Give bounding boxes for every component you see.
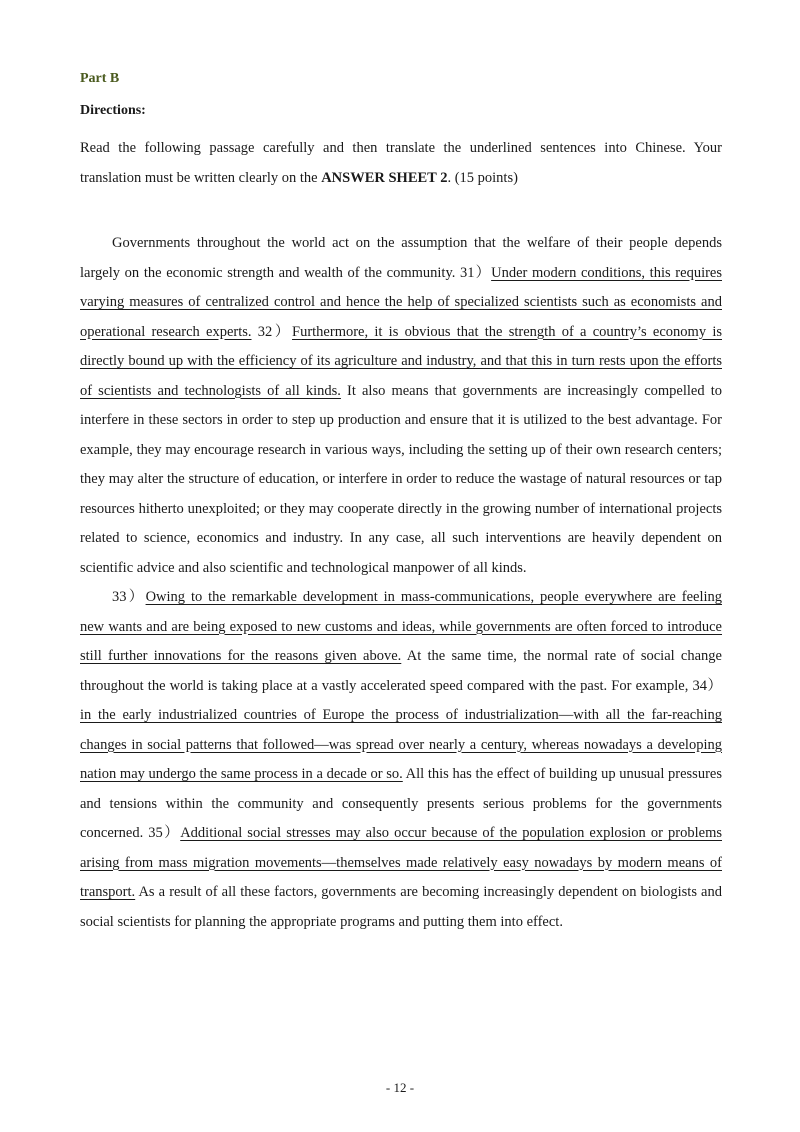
exam-page: [80, 66, 722, 937]
directions-text-after: . (15 points): [447, 169, 518, 186]
q34-label: 34）: [692, 677, 723, 694]
passage-paragraph-2: [80, 583, 722, 937]
paragraph1-intro: Governments throughout the world act on the assumption that the welfare of their people depends largely on the economic strength and wealth of the community.: [80, 235, 722, 281]
q33-underlined-sentence: Owing to the remarkable development in mass-communications, people everywhere are feeling new wants and are being exposed to new customs and ideas, while governments are often forced to introduce still further innovations for the reasons given above.: [80, 589, 722, 664]
q31-label: 31）: [460, 264, 492, 281]
q35-label: 35）: [148, 825, 181, 841]
q34-underlined-sentence: in the early industrialized countries of Europe the process of industrialization—with all the far-reaching changes in social patterns that followed—was spread over nearly a century, whereas nowadays a developing nation may undergo the same process in a decade or so.: [80, 707, 722, 782]
paragraph1-rest: It also means that governments are increasingly compelled to interfere in these sectors in order to step up production and ensure that it is utilized to the best advantage. For example, they may encourage research in various ways, including the setting up of their own research centers; they may alter the structure of education, or interfere in order to reduce the wastage of natural resources or tap resources hitherto unexploited; or they may cooperate directly in the growing number of international projects related to science, economics and industry. In any case, all such interventions are heavily dependent on scientific advice and also scientific and technological manpower of all kinds.: [80, 382, 722, 576]
q32-label: 32）: [257, 323, 293, 340]
directions-text: [80, 134, 722, 193]
passage-paragraph-1: [80, 229, 722, 583]
paragraph2-mid1: At the same time, the normal rate of social change throughout the world is taking place at a vastly accelerated speed compared with the past. For example,: [80, 648, 722, 694]
q33-label: 33）: [112, 589, 146, 605]
q35-underlined-sentence: Additional social stresses may also occur because of the population explosion or problems arising from mass migration movements—themselves made relatively easy nowadays by modern means of transport.: [80, 825, 722, 900]
directions-text-before: Read the following passage carefully and then translate the underlined sentences into Chinese. Your translation must be written clearly on the: [80, 140, 722, 186]
part-title: Part B: [80, 71, 120, 86]
q31-underlined-sentence: Under modern conditions, this requires varying measures of centralized control and hence the help of specialized scientists such as economists and operational research experts.: [80, 264, 722, 340]
paragraph2-mid2: All this has the effect of building up unusual pressures and tensions within the community and consequently presents serious problems for the governments concerned.: [80, 766, 722, 841]
page-number: - 12 -: [385, 1080, 415, 1095]
directions-title: Directions:: [80, 103, 146, 118]
q32-underlined-sentence: Furthermore, it is obvious that the strength of a country’s economy is directly bound up with the efficiency of its agriculture and industry, and that this in turn rests upon the efforts of scientists and technologists of all kinds.: [80, 323, 722, 399]
answer-sheet-label: ANSWER SHEET 2: [321, 169, 448, 186]
paragraph2-end: As a result of all these factors, governments are becoming increasingly dependent on biologists and social scientists for planning the appropriate programs and putting them into effect.: [80, 884, 722, 930]
